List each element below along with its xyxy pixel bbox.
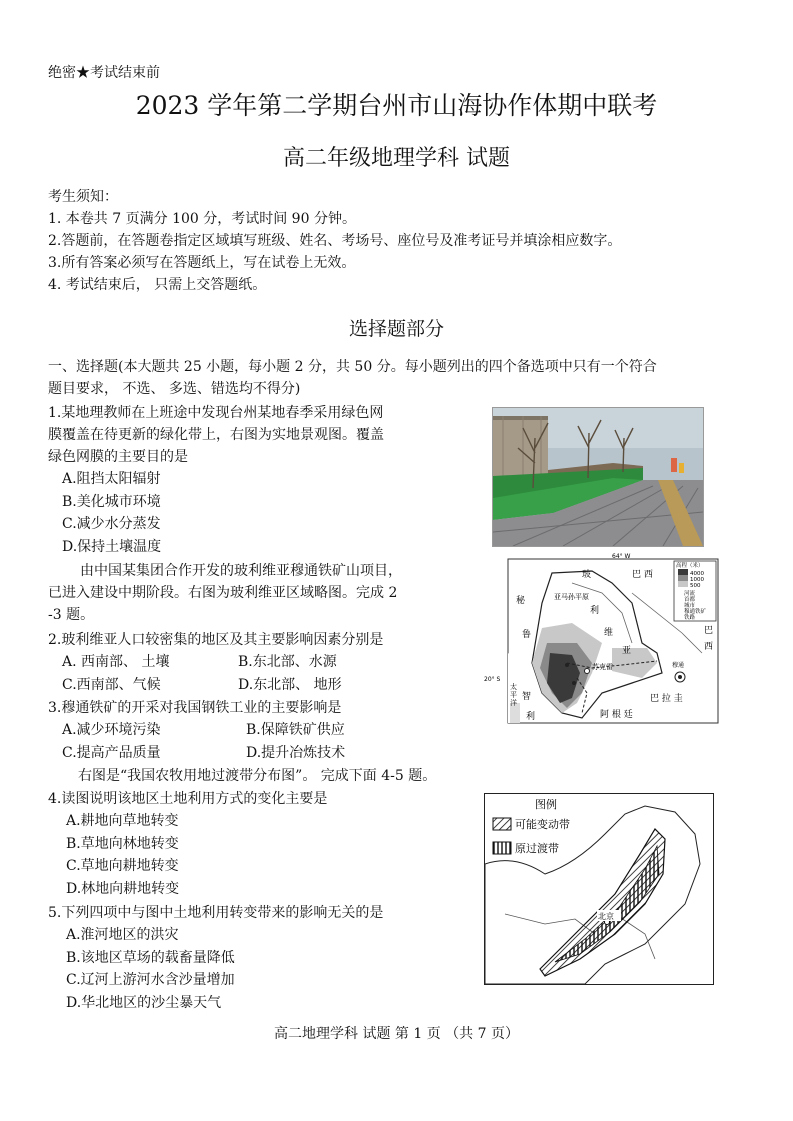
map-label: 亚马孙平原 xyxy=(554,593,589,601)
option-c: C.西南部、气候 xyxy=(62,677,161,693)
option-b: B.草地向林地转变 xyxy=(66,835,179,852)
map-label: 西 xyxy=(704,642,714,652)
latitude-label: 20° S xyxy=(484,676,501,683)
green-belt-photo xyxy=(492,407,704,547)
map-label: 穆通 xyxy=(672,662,685,669)
map-label: 鲁 xyxy=(522,630,532,640)
section-intro-line: 一、选择题(本大题共 25 小题，每小题 2 分，共 50 分。每小题列出的四个备选项中只有一个符合 xyxy=(48,359,657,375)
candidate-notice xyxy=(48,186,621,296)
option-b: B.美化城市环境 xyxy=(62,493,161,510)
map-label: 太 xyxy=(510,683,517,691)
option-b: B.保障铁矿供应 xyxy=(246,722,345,738)
option-c: C.减少水分蒸发 xyxy=(62,516,161,532)
legend-item: 原过渡带 xyxy=(515,842,559,855)
notice-item: 2.答题前，在答题卷指定区域填写班级、姓名、考场号、座位号及准考证号并填涂相应数字。 xyxy=(48,233,622,249)
legend-level: 4000 xyxy=(690,571,704,577)
option-d: D.华北地区的沙尘暴天气 xyxy=(66,994,222,1011)
legend-level: 1000 xyxy=(690,577,704,583)
material-transition-belt: 右图是“我国农牧用地过渡带分布图”。 完成下面 4-5 题。 xyxy=(78,768,437,784)
beijing-label: 北京 xyxy=(598,912,614,921)
legend-item: 河流 xyxy=(684,591,696,597)
material-bolivia xyxy=(48,560,402,626)
question-4 xyxy=(48,788,327,900)
option-a: A.阻挡太阳辐射 xyxy=(62,471,161,487)
question-1 xyxy=(48,402,384,558)
notice-heading: 考生须知： xyxy=(48,189,118,205)
transition-belt-map xyxy=(484,793,714,985)
option-a: A. 西南部、 土壤 xyxy=(62,654,170,670)
exam-subtitle: 高二年级地理学科 试题 xyxy=(283,146,510,171)
option-c: C.提高产品质量 xyxy=(62,745,161,761)
map-label: 巴 西 xyxy=(632,570,653,580)
option-a: A.减少环境污染 xyxy=(62,722,161,738)
map-label: 维 xyxy=(604,628,614,638)
map-label: 亚 xyxy=(622,646,632,656)
question-5 xyxy=(48,902,383,1014)
option-a: A.耕地向草地转变 xyxy=(66,813,179,829)
section-title: 选择题部分 xyxy=(348,318,444,340)
map-label: 智 xyxy=(522,692,532,702)
option-c: C.草地向耕地转变 xyxy=(66,858,179,874)
notice-item: 1. 本卷共 7 页满分 100 分，考试时间 90 分钟。 xyxy=(48,211,356,227)
legend-level: 500 xyxy=(690,583,701,589)
material-line: 已进入建设中期阶段。右图为玻利维亚区域略图。完成 2 xyxy=(48,585,398,601)
question-3 xyxy=(48,697,428,765)
map-label: 巴 拉 圭 xyxy=(650,694,683,704)
map-label: 巴 xyxy=(704,626,714,636)
map-label: 平 xyxy=(510,691,517,699)
material-line: -3 题。 xyxy=(48,607,95,623)
map-label: 利 xyxy=(590,606,600,616)
map-label: 阿 根 廷 xyxy=(600,710,633,720)
legend-title: 图例 xyxy=(535,798,557,811)
exam-title: 2023 学年第二学期台州市山海协作体期中联考 xyxy=(135,91,658,120)
map-label: 洋 xyxy=(510,699,517,707)
legend-item: 首都 xyxy=(684,597,696,603)
question-stem: 5.下列四项中与图中土地利用转变带来的影响无关的是 xyxy=(48,905,384,921)
section-intro-line: 题目要求， 不选、 多选、错选均不得分) xyxy=(48,381,301,397)
notice-item: 4. 考试结束后， 只需上交答题纸。 xyxy=(48,277,267,293)
question-stem: 1.某地理教师在上班途中发现台州某地春季采用绿色网 xyxy=(48,405,384,421)
option-d: D.提升冶炼技术 xyxy=(246,745,346,761)
question-stem: 膜覆盖在待更新的绿化带上，右图为实地景观图。覆盖 xyxy=(48,427,384,443)
question-stem: 绿色网膜的主要目的是 xyxy=(48,449,188,465)
option-d: D.林地向耕地转变 xyxy=(66,880,180,897)
map-label: 玻 xyxy=(582,570,592,580)
notice-item: 3.所有答案必须写在答题纸上，写在试卷上无效。 xyxy=(48,255,356,271)
question-2 xyxy=(48,629,442,697)
option-b: B.东北部、水源 xyxy=(238,654,337,670)
map-label: 利 xyxy=(526,712,536,722)
question-stem: 3.穆通铁矿的开采对我国钢铁工业的主要影响是 xyxy=(48,700,342,716)
bolivia-map xyxy=(482,553,722,725)
legend-item: 铁路 xyxy=(684,615,696,621)
option-c: C.辽河上游河水含沙量增加 xyxy=(66,972,235,988)
material-line: 由中国某集团合作开发的玻利维亚穆通铁矿山项目， xyxy=(80,563,402,579)
legend-item: 穆通铁矿 xyxy=(684,609,707,615)
option-b: B.该地区草场的载畜量降低 xyxy=(66,949,235,966)
map-label: 苏克雷 xyxy=(592,663,613,671)
question-stem: 4.读图说明该地区土地利用方式的变化主要是 xyxy=(48,791,328,807)
longitude-label: 64° W xyxy=(612,553,631,560)
option-d: D.东北部、 地形 xyxy=(238,677,342,693)
secrecy-note: 绝密★考试结束前 xyxy=(48,65,160,81)
map-label: 秘 xyxy=(516,596,526,606)
legend-item: 城市 xyxy=(684,603,696,609)
page-footer: 高二地理学科 试题 第 1 页 （共 7 页） xyxy=(274,1026,519,1042)
legend-item: 可能变动带 xyxy=(515,818,570,831)
legend-title: 高程（米） xyxy=(676,563,704,569)
section-intro xyxy=(48,356,657,400)
question-stem: 2.玻利维亚人口较密集的地区及其主要影响因素分别是 xyxy=(48,632,384,648)
option-a: A.淮河地区的洪灾 xyxy=(66,927,179,943)
option-d: D.保持土壤温度 xyxy=(62,538,162,555)
